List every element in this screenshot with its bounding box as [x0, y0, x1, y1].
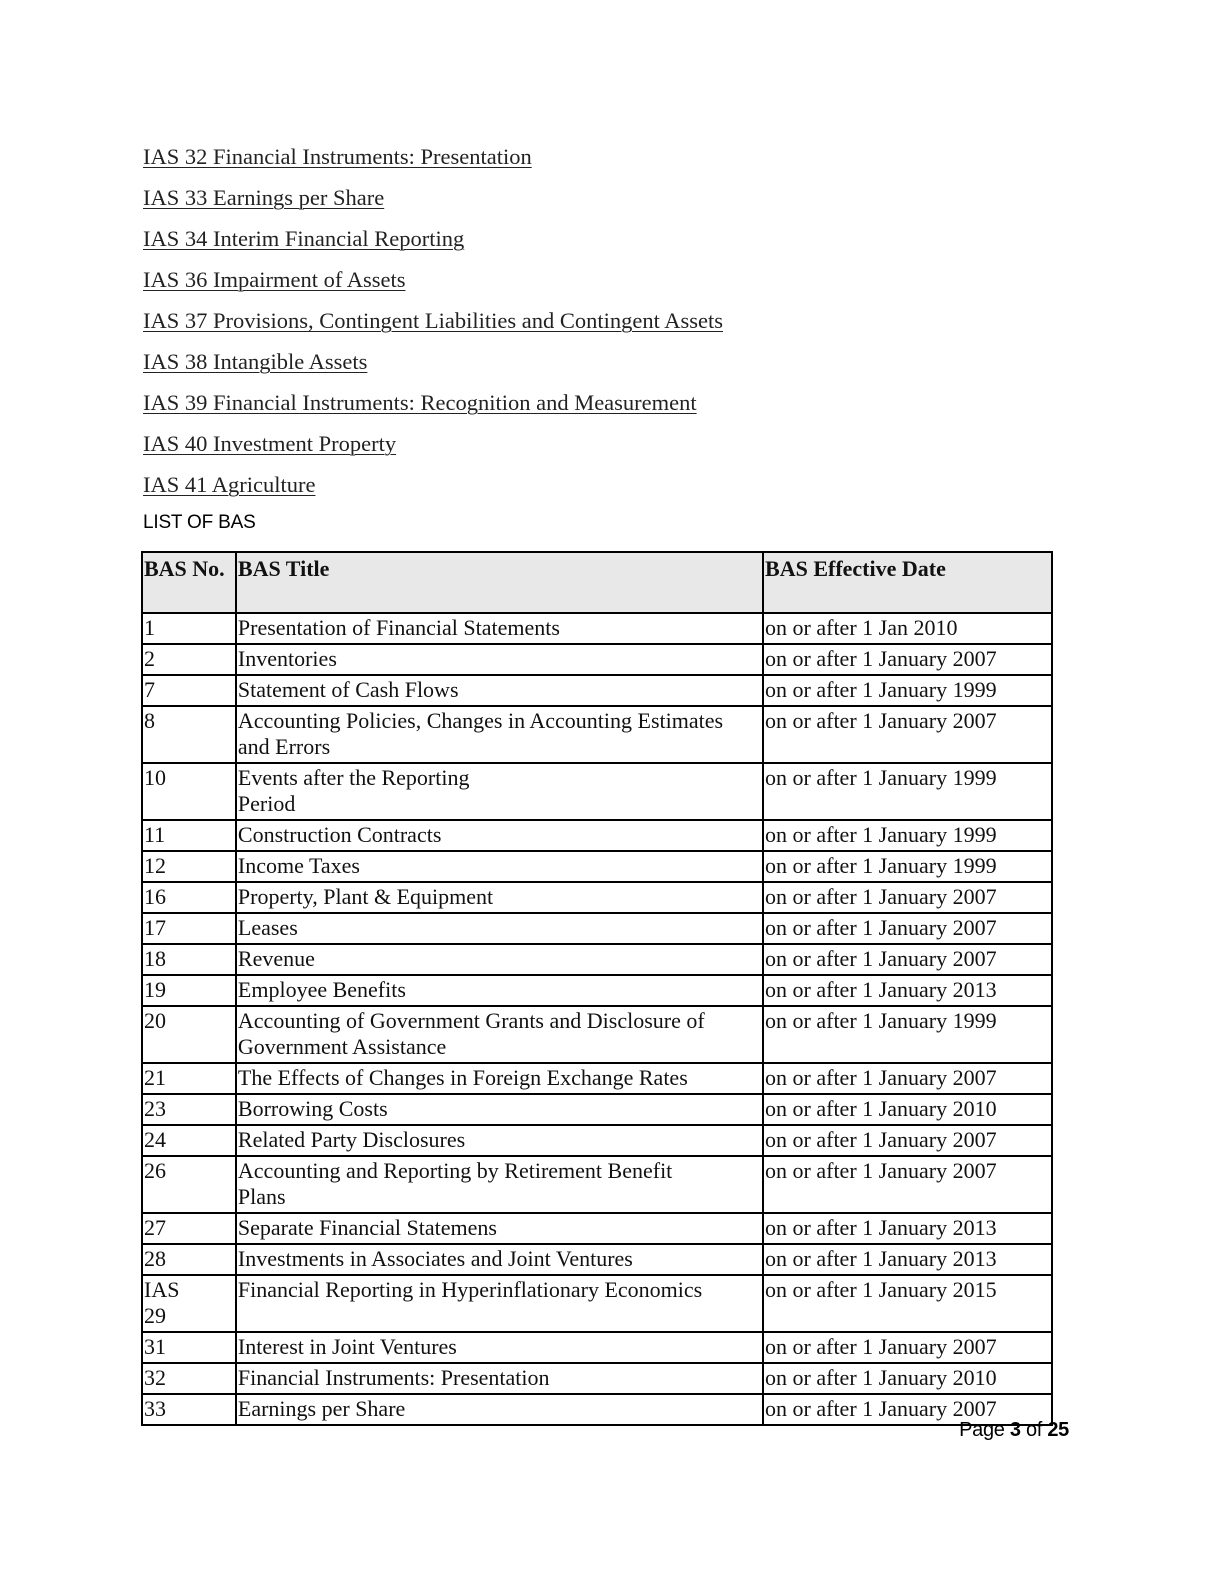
- table-row: [142, 944, 1052, 975]
- table-header-row: [142, 552, 1052, 613]
- bas-no: 16: [142, 882, 236, 913]
- bas-title: Borrowing Costs: [236, 1094, 763, 1125]
- bas-no: 11: [142, 820, 236, 851]
- table-row: [142, 1213, 1052, 1244]
- ias-32-link[interactable]: IAS 32 Financial Instruments: Presentation: [143, 144, 532, 169]
- bas-no: 32: [142, 1363, 236, 1394]
- ias-41-link[interactable]: IAS 41 Agriculture: [143, 472, 316, 497]
- bas-no-text: IAS 29: [144, 1277, 180, 1328]
- bas-no: 7: [142, 675, 236, 706]
- bas-title: Separate Financial Statemens: [236, 1213, 763, 1244]
- table-row: [142, 644, 1052, 675]
- bas-date: on or after 1 January 2010: [763, 1363, 1052, 1394]
- bas-no: 1: [142, 613, 236, 644]
- bas-title: Property, Plant & Equipment: [236, 882, 763, 913]
- bas-title: Financial Instruments: Presentation: [236, 1363, 763, 1394]
- bas-title: Presentation of Financial Statements: [236, 613, 763, 644]
- table-row: [142, 1332, 1052, 1363]
- bas-date: on or after 1 January 2007: [763, 1394, 1052, 1425]
- table-row: [142, 1275, 1052, 1332]
- bas-date: on or after 1 January 2007: [763, 706, 1052, 763]
- table-row: [142, 706, 1052, 763]
- bas-date: on or after 1 January 1999: [763, 763, 1052, 820]
- bas-title: Income Taxes: [236, 851, 763, 882]
- bas-date: on or after 1 January 2013: [763, 1244, 1052, 1275]
- bas-date: on or after 1 January 1999: [763, 851, 1052, 882]
- bas-title-text: Events after the Reporting Period: [237, 765, 470, 816]
- bas-title: Leases: [236, 913, 763, 944]
- bas-date: on or after 1 January 2010: [763, 1094, 1052, 1125]
- bas-date: on or after 1 January 2007: [763, 1156, 1052, 1213]
- table-row: [142, 975, 1052, 1006]
- bas-date: on or after 1 January 2013: [763, 1213, 1052, 1244]
- bas-title: Construction Contracts: [236, 820, 763, 851]
- bas-no: 18: [142, 944, 236, 975]
- bas-no: 21: [142, 1063, 236, 1094]
- ias-38-link[interactable]: IAS 38 Intangible Assets: [143, 349, 368, 374]
- bas-title: Financial Reporting in Hyperinflationary Economics: [236, 1275, 763, 1332]
- bas-no: 31: [142, 1332, 236, 1363]
- ias-37-link[interactable]: IAS 37 Provisions, Contingent Liabilities and Contingent Assets: [143, 308, 724, 333]
- table-row: [142, 1063, 1052, 1094]
- table-row: [142, 1244, 1052, 1275]
- bas-title-text: Accounting and Reporting by Retirement Benefit Plans: [237, 1158, 673, 1209]
- table-row: [142, 763, 1052, 820]
- bas-date: on or after 1 January 1999: [763, 675, 1052, 706]
- bas-no: 10: [142, 763, 236, 820]
- ias-33-link[interactable]: IAS 33 Earnings per Share: [143, 185, 385, 210]
- header-bas-no: BAS No.: [142, 552, 236, 613]
- bas-title: Inventories: [236, 644, 763, 675]
- table-row: [142, 675, 1052, 706]
- bas-no: 2: [142, 644, 236, 675]
- bas-no: 17: [142, 913, 236, 944]
- bas-title: Interest in Joint Ventures: [236, 1332, 763, 1363]
- header-bas-title: BAS Title: [236, 552, 763, 613]
- total-pages-number: 25: [1047, 1419, 1069, 1441]
- bas-date: on or after 1 January 2007: [763, 644, 1052, 675]
- table-row: [142, 820, 1052, 851]
- ias-39-link[interactable]: IAS 39 Financial Instruments: Recognition and Measurement: [143, 390, 697, 415]
- bas-date: on or after 1 January 1999: [763, 820, 1052, 851]
- bas-no: 27: [142, 1213, 236, 1244]
- table-row: [142, 1363, 1052, 1394]
- bas-no: 26: [142, 1156, 236, 1213]
- bas-date: on or after 1 January 2007: [763, 944, 1052, 975]
- bas-title: [236, 1156, 763, 1213]
- bas-no: 12: [142, 851, 236, 882]
- table-row: [142, 882, 1052, 913]
- bas-no: 23: [142, 1094, 236, 1125]
- bas-title: Related Party Disclosures: [236, 1125, 763, 1156]
- table-row: [142, 851, 1052, 882]
- bas-date: on or after 1 January 2013: [763, 975, 1052, 1006]
- bas-no: 33: [142, 1394, 236, 1425]
- table-row: [142, 613, 1052, 644]
- table-row: [142, 1394, 1052, 1425]
- ias-34-link[interactable]: IAS 34 Interim Financial Reporting: [143, 226, 465, 251]
- bas-title: Investments in Associates and Joint Ventures: [236, 1244, 763, 1275]
- bas-date: on or after 1 January 2007: [763, 1332, 1052, 1363]
- bas-date: on or after 1 January 2007: [763, 882, 1052, 913]
- table-row: [142, 1156, 1052, 1213]
- bas-date: on or after 1 January 2007: [763, 1063, 1052, 1094]
- ias-36-link[interactable]: IAS 36 Impairment of Assets: [143, 267, 406, 292]
- bas-title: [236, 763, 763, 820]
- page-label: Page: [959, 1419, 1005, 1441]
- bas-date: on or after 1 Jan 2010: [763, 613, 1052, 644]
- bas-date: on or after 1 January 2007: [763, 913, 1052, 944]
- bas-no: [142, 1275, 236, 1332]
- bas-title: The Effects of Changes in Foreign Exchange Rates: [236, 1063, 763, 1094]
- bas-no: 28: [142, 1244, 236, 1275]
- table-row: [142, 1006, 1052, 1063]
- current-page-number: 3: [1009, 1419, 1021, 1441]
- table-row: [142, 913, 1052, 944]
- bas-date: on or after 1 January 1999: [763, 1006, 1052, 1063]
- bas-title: Earnings per Share: [236, 1394, 763, 1425]
- bas-title: Accounting Policies, Changes in Accounting Estimates and Errors: [236, 706, 763, 763]
- of-label: of: [1025, 1419, 1043, 1441]
- bas-title: Employee Benefits: [236, 975, 763, 1006]
- section-heading: LIST OF BAS: [143, 512, 256, 533]
- bas-no: 20: [142, 1006, 236, 1063]
- ias-40-link[interactable]: IAS 40 Investment Property: [143, 431, 397, 456]
- bas-title: Accounting of Government Grants and Disclosure of Government Assistance: [236, 1006, 763, 1063]
- ias-link-list: [143, 141, 723, 510]
- page-number-footer: [959, 1419, 1069, 1442]
- bas-title: Revenue: [236, 944, 763, 975]
- bas-no: 24: [142, 1125, 236, 1156]
- header-bas-effective-date: BAS Effective Date: [763, 552, 1052, 613]
- bas-table: [141, 551, 1053, 1426]
- bas-date: on or after 1 January 2015: [763, 1275, 1052, 1332]
- bas-date: on or after 1 January 2007: [763, 1125, 1052, 1156]
- table-row: [142, 1125, 1052, 1156]
- bas-no: 8: [142, 706, 236, 763]
- bas-no: 19: [142, 975, 236, 1006]
- bas-title: Statement of Cash Flows: [236, 675, 763, 706]
- table-row: [142, 1094, 1052, 1125]
